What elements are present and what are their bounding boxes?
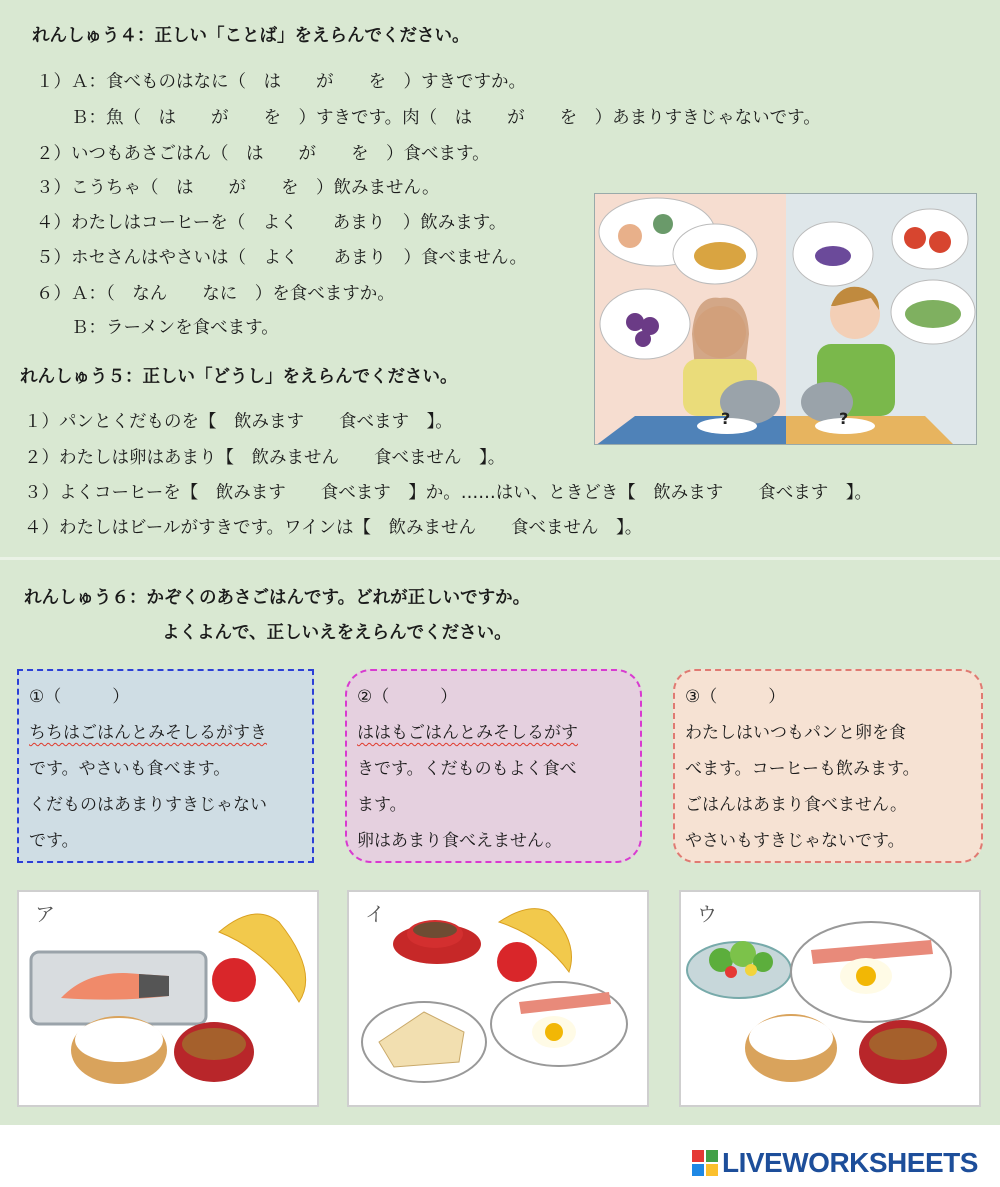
food-picture-a [17, 890, 319, 1107]
choice-box-1 [17, 669, 314, 863]
exercise-4-line: ５）ホセさんはやさいは（ よく あまり ）食べません。 [36, 248, 528, 268]
food-picture-i [347, 890, 649, 1107]
exercise-4-title: れんしゅう４：正しい「ことば」をえらんでください。 [32, 26, 470, 46]
liveworksheets-logo [692, 1146, 978, 1180]
exercise-4-line: ６）Ａ：（ なん なに ）を食べますか。 [36, 284, 395, 304]
choice-box-text: わたしはいつもパンと卵を食 [685, 723, 906, 743]
svg-text:?: ? [721, 409, 731, 428]
exercise-4-line: １）Ａ：食べものはなに（ は が を ）すきですか。 [36, 72, 526, 92]
choice-box-text: べます。コーヒーも飲みます。 [685, 759, 920, 779]
choice-box-text: です。やさいも食べます。 [29, 759, 231, 779]
svg-text:?: ? [839, 409, 849, 428]
exercise-4-line: ２）いつもあさごはん（ は が を ）食べます。 [36, 144, 490, 164]
choice-box-text: ます。 [357, 795, 407, 815]
exercise-6-subtitle: よくよんで、正しいえをえらんでください。 [162, 623, 512, 643]
picture-letter: イ [365, 902, 385, 926]
choice-box-text: ははもごはんとみそしるがす [357, 723, 578, 743]
choice-box-text: きです。くだものもよく食べ [357, 759, 577, 779]
exercise-6-title: れんしゅう６：かぞくのあさごはんです。どれが正しいですか。 [24, 588, 531, 608]
exercise-5-line: ２）わたしは卵はあまり【 飲みません 食べません 】。 [24, 448, 506, 468]
choice-box-label[interactable]: ①（ ） [29, 687, 130, 707]
choice-box-text: やさいもすきじゃないです。 [685, 831, 905, 851]
exercise-5-line: ４）わたしはビールがすきです。ワインは【 飲みません 食べません 】。 [24, 518, 643, 538]
section-divider [0, 557, 1000, 560]
exercise-5-line: １）パンとくだものを【 飲みます 食べます 】。 [24, 412, 453, 432]
exercise-4-line: ３）こうちゃ（ は が を ）飲みません。 [36, 178, 440, 198]
picture-letter: ア [35, 902, 55, 926]
exercise-5-title: れんしゅう５：正しい「どうし」をえらんでください。 [20, 367, 458, 387]
choice-box-label[interactable]: ②（ ） [357, 687, 458, 707]
choice-box-text: 卵はあまり食べえません。 [357, 831, 563, 851]
choice-box-text: ちちはごはんとみそしるがすき [29, 723, 267, 743]
choice-box-3 [673, 669, 983, 863]
exercise-4-line: ４）わたしはコーヒーを（ よく あまり ）飲みます。 [36, 213, 507, 233]
choice-box-text: です。 [29, 831, 79, 851]
choice-box-label[interactable]: ③（ ） [685, 687, 786, 707]
exercise-4-line: Ｂ：魚（ は が を ）すきです。肉（ は が を ）あまりすきじゃないです。 [36, 108, 821, 128]
choice-box-text: くだものはあまりすきじゃない [29, 795, 267, 815]
exercise-4-line: Ｂ：ラーメンを食べます。 [36, 318, 279, 338]
brand-name: LIVEWORKSHEETS [722, 1147, 978, 1178]
food-picture-u [679, 890, 981, 1107]
breakfast-illustration [594, 193, 977, 445]
picture-letter: ウ [697, 902, 717, 926]
exercise-5-line: ３）よくコーヒーを【 飲みます 食べます 】か。……はい、ときどき【 飲みます 食べます 】。 [24, 483, 873, 503]
liveworksheets-logo-icon [692, 1150, 718, 1176]
choice-box-2 [345, 669, 642, 863]
choice-box-text: ごはんはあまり食べません。 [685, 795, 908, 815]
